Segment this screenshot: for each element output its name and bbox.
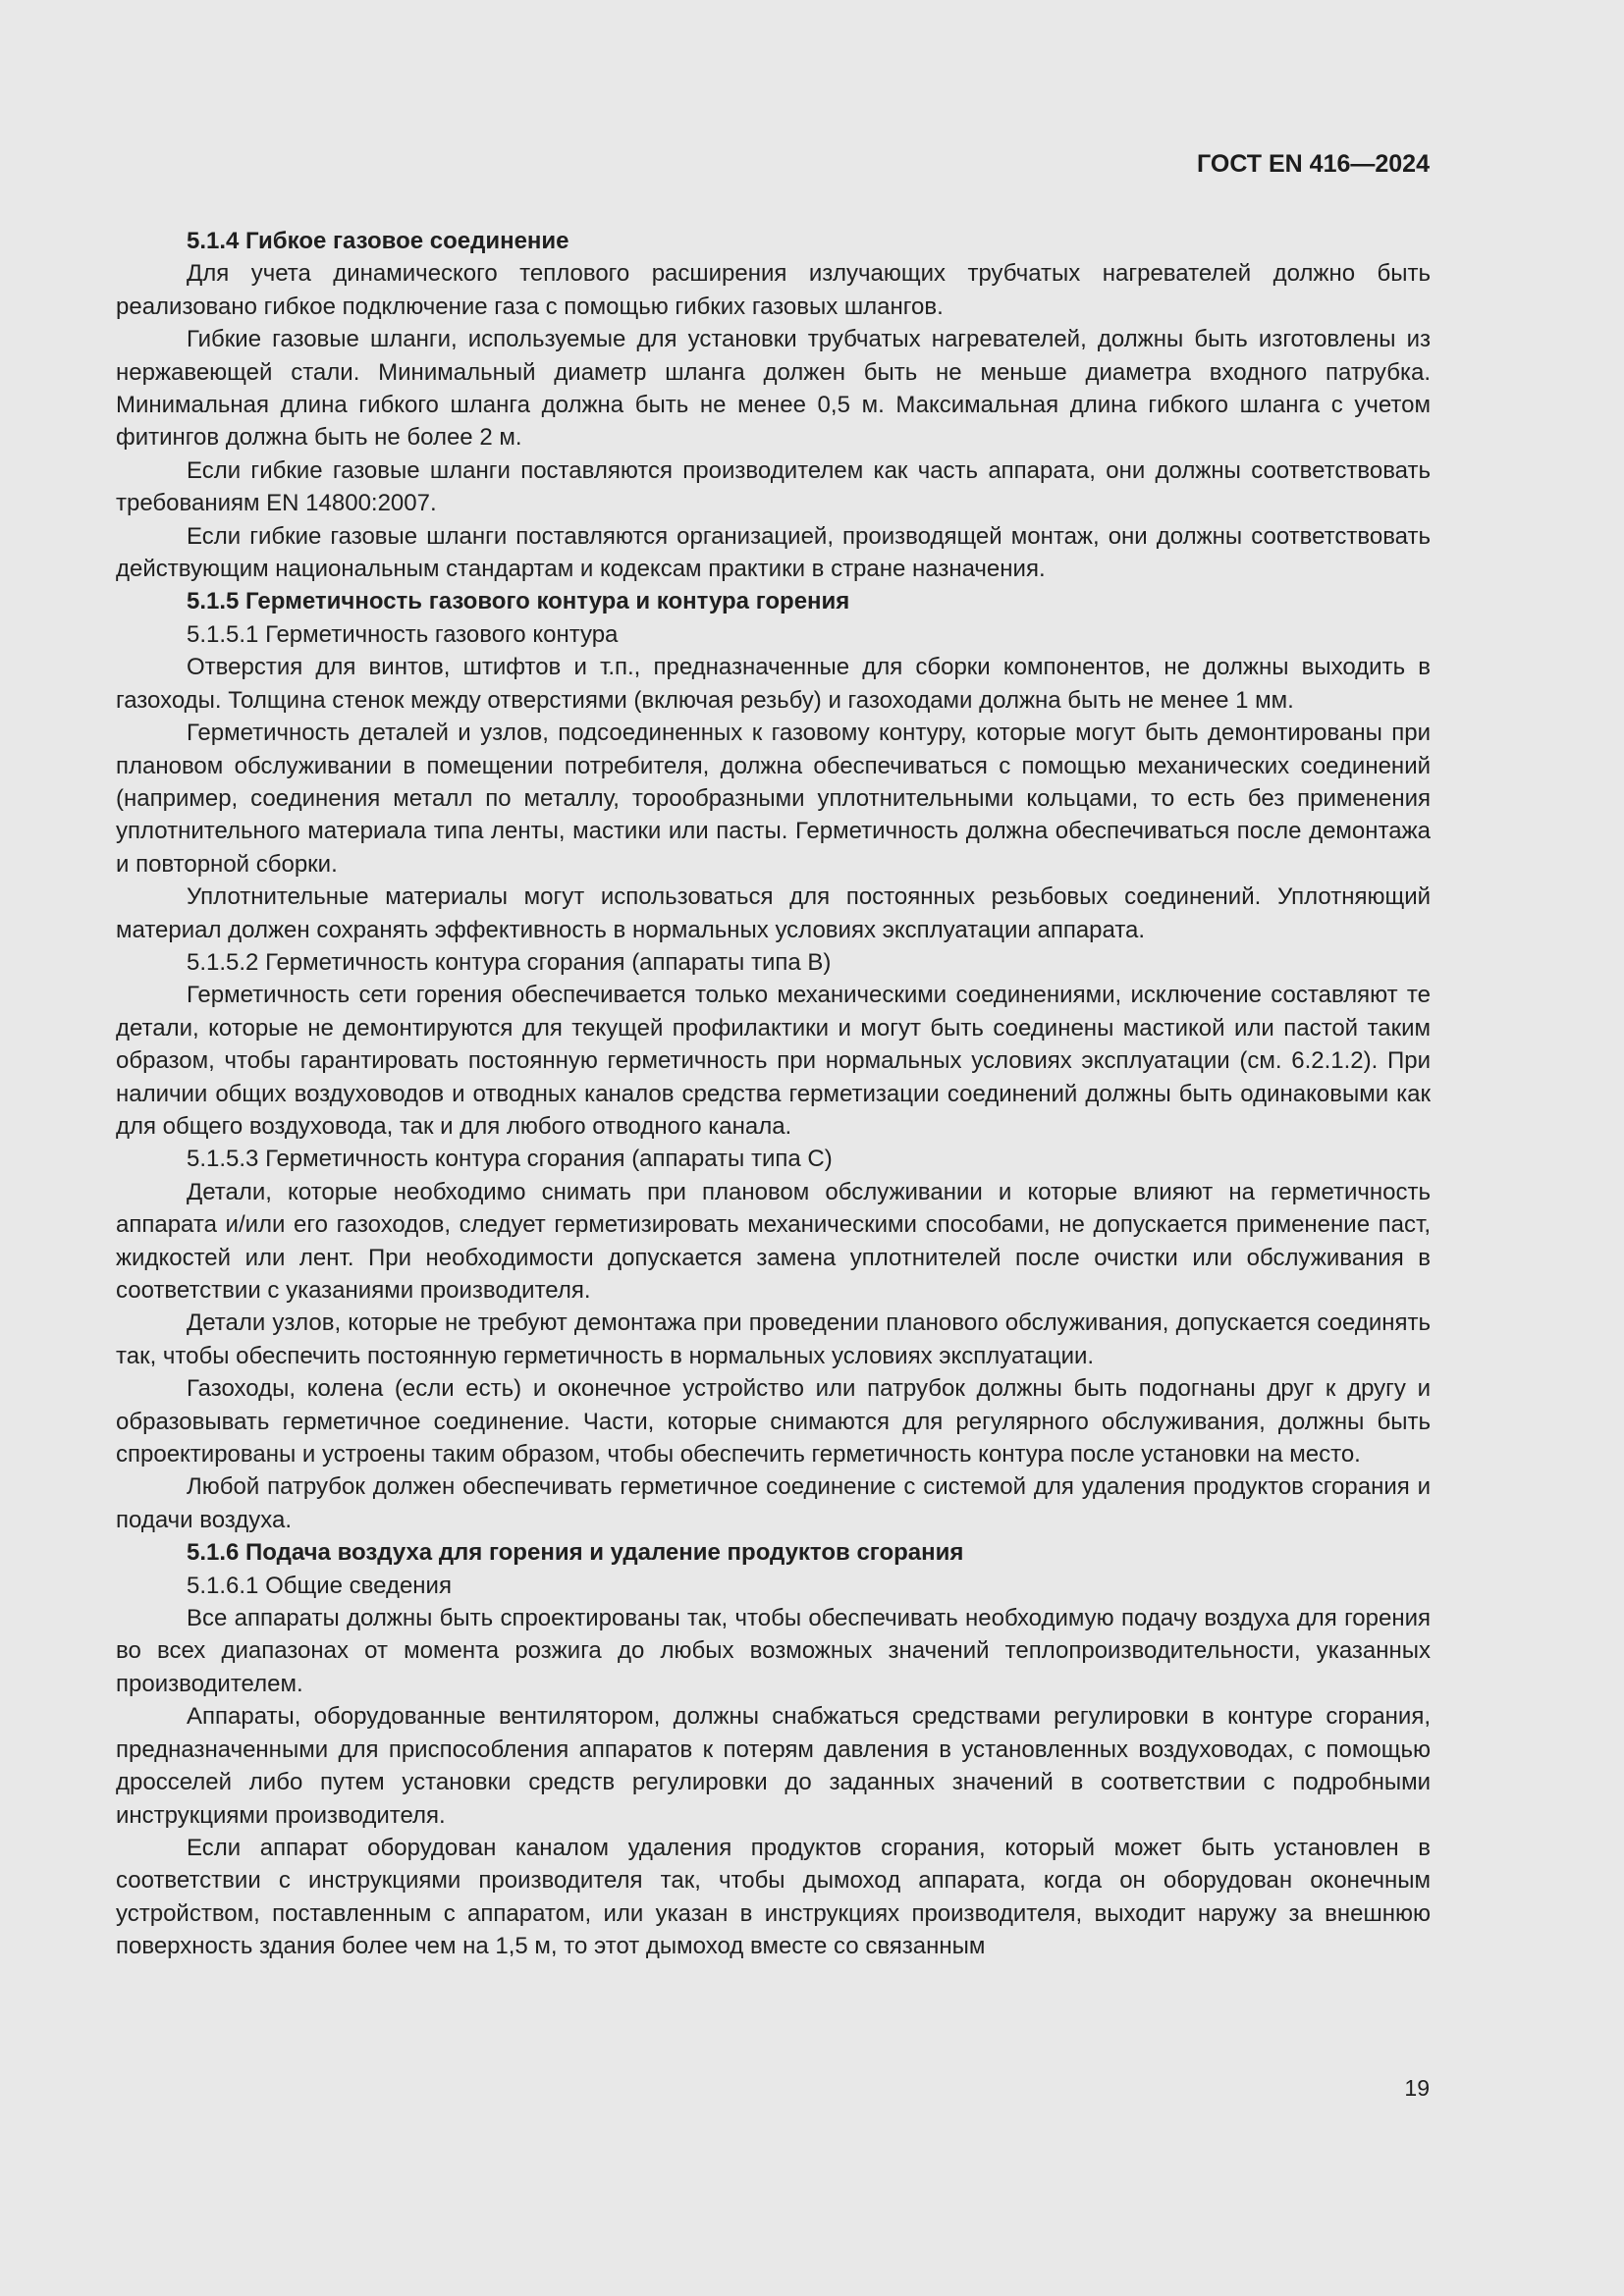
subsection-heading: 5.1.5.3 Герметичность контура сгорания (аппараты типа C) <box>187 1146 833 1173</box>
section-heading: 5.1.4 Гибкое газовое соединение <box>187 228 569 254</box>
paragraph: Если гибкие газовые шланги поставляются организацией, производящей монтаж, они должны соответствовать действующим национальным стандартам и кодексам практики в стране назначения. <box>116 522 1431 583</box>
subsection-heading: 5.1.5.1 Герметичность газового контура <box>187 620 619 648</box>
paragraph: Для учета динамического теплового расширения излучающих трубчатых нагревателей должно быть реализовано гибкое подключение газа с помощью гибких газовых шлангов. <box>116 260 1431 320</box>
paragraph: Уплотнительные материалы могут использоваться для постоянных резьбовых соединений. Уплотняющий материал должен сохранять эффективность в нормальных условиях эксплуатации аппарата. <box>116 883 1431 943</box>
paragraph: Гибкие газовые шланги, используемые для установки трубчатых нагревателей, должны быть изготовлены из нержавеющей стали. Минимальный диаметр шланга должен быть не меньше диаметра входного патрубка. Минимальная длина гибкого шланга должна быть не менее 0,5 м. Максимальная длина гибкого шланга с учетом фитингов должна быть не более 2 м. <box>116 326 1431 452</box>
paragraph: Герметичность сети горения обеспечивается только механическими соединениями, исключение составляют те детали, которые не демонтируются для текущей профилактики и могут быть соединены мастикой или пастой таким образом, чтобы гарантировать постоянную герметичность при нормальных условиях эксплуатации (см. 6.2.1.2). При наличии общих воздуховодов и отводных каналов средства герметизации соединений должны быть одинаковыми как для общего воздуховода, так и для любого отводного канала. <box>116 982 1431 1140</box>
paragraph: Если аппарат оборудован каналом удаления продуктов сгорания, который может быть установлен в соответствии с инструкциями производителя так, чтобы дымоход аппарата, когда он оборудован оконечным устройством, поставленным с аппаратом, или указан в инструкциях производителя, выходит наружу за внешнюю поверхность здания более чем на 1,5 м, то этот дымоход вместе со связанным <box>116 1834 1431 1960</box>
paragraph: Любой патрубок должен обеспечивать герметичное соединение с системой для удаления продуктов сгорания и подачи воздуха. <box>116 1473 1431 1533</box>
paragraph: Отверстия для винтов, штифтов и т.п., предназначенные для сборки компонентов, не должны выходить в газоходы. Толщина стенок между отверстиями (включая резьбу) и газоходами должна быть не менее 1 мм. <box>116 654 1431 714</box>
paragraph: Герметичность деталей и узлов, подсоединенных к газовому контуру, которые могут быть демонтированы при плановом обслуживании в помещении потребителя, должна обеспечиваться с помощью механических соединений (например, соединения металл по металлу, торообразными уплотнительными кольцами, то есть без применения уплотнительного материала типа ленты, мастики или пасты. Герметичность должна обеспечиваться после демонтажа и повторной сборки. <box>116 720 1431 878</box>
paragraph: Если гибкие газовые шланги поставляются производителем как часть аппарата, они должны соответствовать требованиям EN 14800:2007. <box>116 456 1431 517</box>
paragraph: Газоходы, колена (если есть) и оконечное устройство или патрубок должны быть подогнаны друг к другу и образовывать герметичное соединение. Части, которые снимаются для регулярного обслуживания, должны быть спроектированы и устроены таким образом, чтобы обеспечить герметичность контура после установки на место. <box>116 1375 1431 1468</box>
paragraph: Все аппараты должны быть спроектированы так, чтобы обеспечивать необходимую подачу воздуха для горения во всех диапазонах от момента розжига до любых возможных значений теплопроизводительности, указанных производителем. <box>116 1605 1431 1697</box>
running-head-doc-code: ГОСТ EN 416—2024 <box>1197 150 1430 178</box>
subsection-heading: 5.1.6.1 Общие сведения <box>187 1572 452 1599</box>
page-number: 19 <box>1404 2075 1430 2101</box>
paragraph: Детали, которые необходимо снимать при плановом обслуживании и которые влияют на герметичность аппарата и/или его газоходов, следует герметизировать механическими способами, не допускается применение паст, жидкостей или лент. При необходимости допускается замена уплотнителей после очистки или обслуживания в соответствии с указаниями производителя. <box>116 1178 1431 1304</box>
section-heading: 5.1.5 Герметичность газового контура и контура горения <box>187 588 850 615</box>
section-heading: 5.1.6 Подача воздуха для горения и удаление продуктов сгорания <box>187 1539 964 1567</box>
paragraph: Детали узлов, которые не требуют демонтажа при проведении планового обслуживания, допускается соединять так, чтобы обеспечить постоянную герметичность в нормальных условиях эксплуатации. <box>116 1309 1431 1369</box>
body-text <box>116 225 1431 1963</box>
paragraph: Аппараты, оборудованные вентилятором, должны снабжаться средствами регулировки в контуре сгорания, предназначенными для приспособления аппаратов к потерям давления в установленных воздуховодах, с помощью дросселей либо путем установки средств регулировки до заданных значений в соответствии с подробными инструкциями производителя. <box>116 1703 1431 1829</box>
subsection-heading: 5.1.5.2 Герметичность контура сгорания (аппараты типа B) <box>187 948 832 976</box>
